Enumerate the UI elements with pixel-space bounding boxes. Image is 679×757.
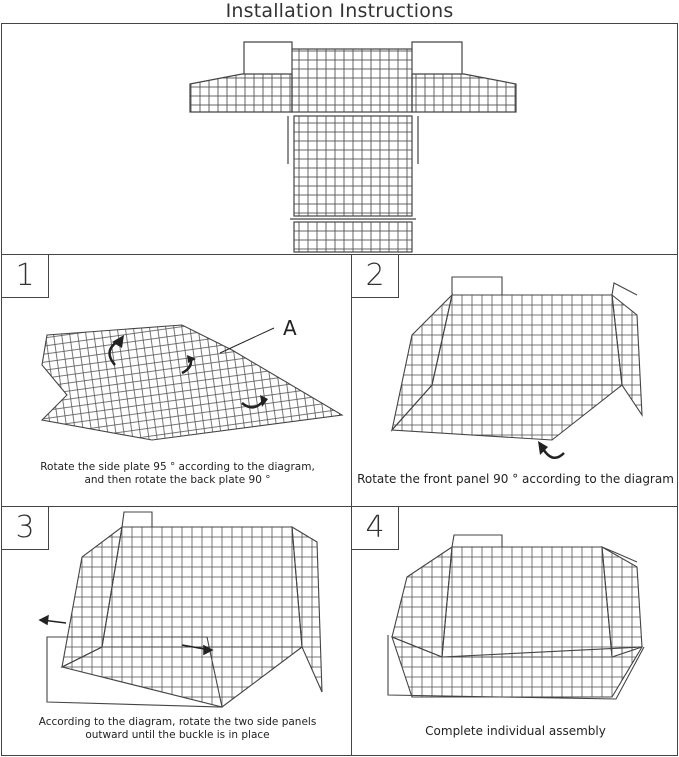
step-2-number: 2 [351, 254, 399, 298]
step-4-panel [351, 506, 678, 756]
step-3-caption: According to the diagram, rotate the two side panels outward until the buckle is in place [38, 716, 317, 741]
step-1-panel [1, 254, 352, 507]
step-3-number: 3 [1, 506, 49, 550]
step-2-diagram [352, 255, 679, 508]
page-title: Installation Instructions [225, 0, 454, 22]
step-1-number: 1 [1, 254, 49, 298]
flat-layout-panel [1, 23, 678, 255]
step-4-caption: Complete individual assembly [425, 724, 606, 738]
label-a: A [283, 316, 297, 340]
step-1-caption: Rotate the side plate 95 ° according to the diagram, and then rotate the back plate 90 ° [40, 461, 315, 486]
step-4-diagram [352, 507, 679, 757]
flat-basket-diagram [2, 24, 679, 256]
step-2-panel [351, 254, 678, 507]
step-2-caption: Rotate the front panel 90 ° according to the diagram [357, 472, 674, 486]
step-4-number: 4 [351, 506, 399, 550]
step-3-panel [1, 506, 352, 756]
